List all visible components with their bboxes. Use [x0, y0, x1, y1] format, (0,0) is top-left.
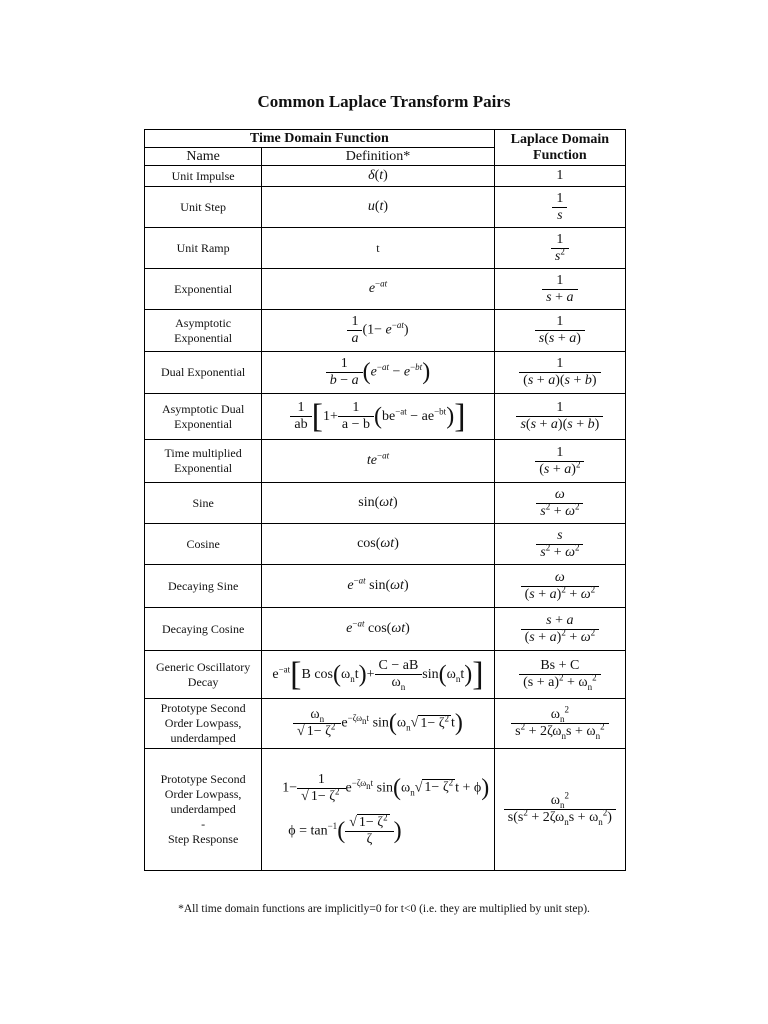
table-row: [145, 187, 626, 228]
row-laplace: $\frac{1}{(s + a)^2}$: [494, 440, 625, 483]
row-definition: u(t): [262, 187, 494, 228]
table-row: [145, 394, 626, 440]
header-laplace-line2: Function: [533, 147, 587, 163]
row-definition: t: [262, 228, 494, 269]
row-laplace: $\frac{1}{s^2}$: [494, 228, 625, 269]
page-title: Common Laplace Transform Pairs: [257, 92, 511, 111]
table-row: [145, 699, 626, 749]
row-definition: sin(ωt): [262, 483, 494, 524]
row-laplace: $\frac{Bs + C}{(s + a)^2 + \omega_n^2}$: [494, 651, 625, 699]
row-laplace: 1: [494, 166, 625, 187]
row-name: Unit Impulse: [145, 166, 262, 187]
row-laplace: $\frac{\omega_n^2}{s^2 + 2\zeta\omega_ns + \omega_n^2}$: [494, 699, 625, 749]
table-row: [145, 440, 626, 483]
row-laplace: $\frac{1}{s(s + a)}$: [494, 310, 625, 352]
row-name: Asymptotic Exponential: [145, 310, 262, 352]
header-time-domain: Time Domain Function: [145, 130, 495, 148]
row-name: Sine: [145, 483, 262, 524]
row-name: Prototype Second Order Lowpass, underdamped: [145, 699, 262, 749]
table-row: [145, 651, 626, 699]
row-definition: $\frac{1}{b - a}$ $(e^{-at} - e^{-bt})$: [262, 352, 494, 394]
table-row: [145, 228, 626, 269]
row-laplace: $\frac{1}{s + a}$: [494, 269, 625, 310]
row-name: Prototype Second Order Lowpass, underdamped - Step Response: [145, 749, 262, 871]
footnote: *All time domain functions are implicitly=0 for t<0 (i.e. they are multiplied by unit step).: [178, 903, 590, 915]
laplace-table: [144, 129, 626, 871]
header-name: Name: [145, 148, 262, 166]
row-name: Generic Oscillatory Decay: [145, 651, 262, 699]
row-name: Time multiplied Exponential: [145, 440, 262, 483]
header-laplace: [494, 130, 625, 166]
row-name: Asymptotic Dual Exponential: [145, 394, 262, 440]
table-row: [145, 352, 626, 394]
table-row: [145, 749, 626, 871]
table-row: [145, 524, 626, 565]
row-definition: $\frac{\omega_n}{√ 1- \zeta^2}$ $e^{-\zeta\omega_nt}$ $\sin(\omega_n√$ $1- \zeta^2$ t): [262, 699, 494, 749]
table-row: [145, 483, 626, 524]
header-definition: Definition*: [262, 148, 494, 166]
row-laplace: $\frac{s + a}{(s + a)^2 + \omega^2}$: [494, 608, 625, 651]
row-definition: $e^{-at}$ cos(ωt): [262, 608, 494, 651]
row-laplace: $\frac{1}{s}$: [494, 187, 625, 228]
row-name: Unit Ramp: [145, 228, 262, 269]
row-definition: $\frac{1}{a}$ $(1- e^{-at})$: [262, 310, 494, 352]
table-row: [145, 310, 626, 352]
row-laplace: $\frac{1}{(s + a)(s + b)}$: [494, 352, 625, 394]
row-definition: 1− $\frac{1}{√ 1- \zeta^2}$ $e^{-\zeta\omega_nt}$ $\sin(\omega_n√$ $1- \zeta^2$ t + ϕ) $\phi = \tan^{-1}$( $\frac{√ 1- \zeta^2}{\zeta}$ ): [262, 749, 494, 871]
row-definition: $\frac{1}{ab}$ [1+ $\frac{1}{a - b}$ $(be^{-at} - ae^{-bt})$]: [262, 394, 494, 440]
table-row: [145, 269, 626, 310]
row-laplace: $\frac{s}{s^2 + \omega^2}$: [494, 524, 625, 565]
row-name: Exponential: [145, 269, 262, 310]
row-definition: $e^{-at}$: [262, 269, 494, 310]
header-row-1: [145, 130, 626, 148]
table-row: [145, 565, 626, 608]
row-laplace: $\frac{\omega}{(s + a)^2 + \omega^2}$: [494, 565, 625, 608]
row-definition: δ(t): [262, 166, 494, 187]
row-name: Cosine: [145, 524, 262, 565]
row-name: Decaying Cosine: [145, 608, 262, 651]
row-name: Unit Step: [145, 187, 262, 228]
row-definition: $e^{-at}[B$ $\cos(\omega_nt)+$ $\frac{C - aB}{\omega_n}$ $\sin(\omega_nt)$]: [262, 651, 494, 699]
row-name: Dual Exponential: [145, 352, 262, 394]
row-definition: $te^{-at}$: [262, 440, 494, 483]
row-definition: $e^{-at}$ sin(ωt): [262, 565, 494, 608]
header-laplace-line1: Laplace Domain: [510, 131, 610, 147]
row-laplace: $\frac{\omega_n^2}{s(s^2 + 2\zeta\omega_ns + \omega_n^2)}$: [494, 749, 625, 871]
table-row: [145, 608, 626, 651]
row-definition: cos(ωt): [262, 524, 494, 565]
row-laplace: $\frac{1}{s(s + a)(s + b)}$: [494, 394, 625, 440]
row-laplace: $\frac{\omega}{s^2 + \omega^2}$: [494, 483, 625, 524]
row-name: Decaying Sine: [145, 565, 262, 608]
table-row: [145, 166, 626, 187]
